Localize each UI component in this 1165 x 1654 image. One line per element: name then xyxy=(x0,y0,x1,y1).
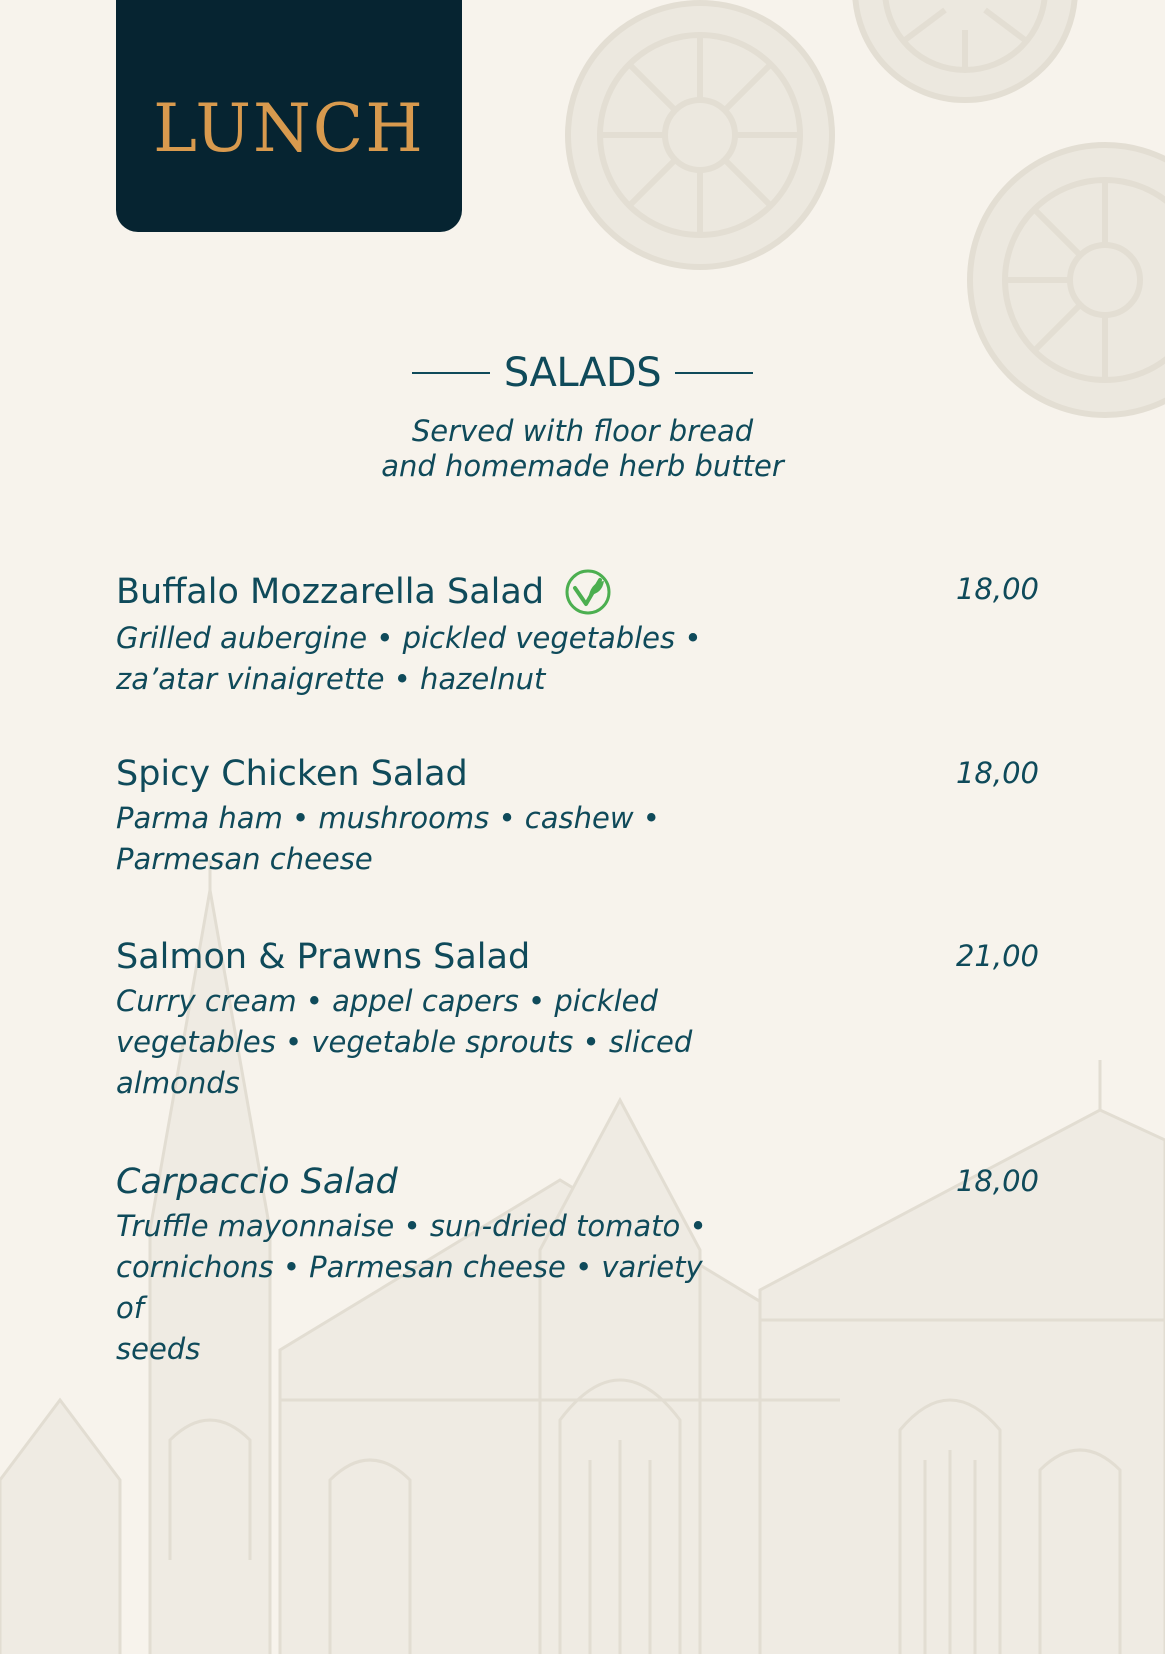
item-name-row xyxy=(116,935,1046,979)
section-title: SALADS xyxy=(503,350,662,396)
menu-item-spicy-chicken xyxy=(116,752,1046,880)
section-heading xyxy=(0,350,1165,396)
header-banner xyxy=(116,0,462,232)
item-description xyxy=(116,798,736,880)
tomato-slice-illustration xyxy=(568,3,832,267)
item-price: 21,00 xyxy=(955,939,1039,973)
description-line: cornichons • Parmesan cheese • variety of xyxy=(116,1250,703,1325)
heading-divider-left xyxy=(412,372,490,374)
menu-title: LUNCH xyxy=(153,89,425,167)
heading-divider-right xyxy=(675,372,753,374)
section-subtitle xyxy=(0,414,1165,484)
description-line: seeds xyxy=(116,1332,201,1366)
item-description xyxy=(116,1206,736,1370)
subtitle-line: Served with floor bread xyxy=(411,414,754,448)
item-name-row xyxy=(116,1160,1046,1204)
menu-item-buffalo-mozzarella xyxy=(116,568,1046,700)
description-line: Parmesan cheese xyxy=(116,842,373,876)
description-line: za’atar vinaigrette • hazelnut xyxy=(116,662,546,696)
item-name: Spicy Chicken Salad xyxy=(116,754,468,794)
item-name: Carpaccio Salad xyxy=(116,1162,398,1202)
menu-item-salmon-prawns xyxy=(116,935,1046,1104)
description-line: vegetables • vegetable sprouts • sliced xyxy=(116,1025,693,1059)
description-line: almonds xyxy=(116,1066,240,1100)
vegan-leaf-icon xyxy=(564,568,612,616)
item-name-row xyxy=(116,752,1046,796)
tomato-slice-illustration xyxy=(855,0,1075,100)
item-name: Salmon & Prawns Salad xyxy=(116,937,531,977)
item-price: 18,00 xyxy=(955,1164,1039,1198)
item-price: 18,00 xyxy=(955,756,1039,790)
description-line: Curry cream • appel capers • pickled xyxy=(116,984,658,1018)
item-description xyxy=(116,981,736,1104)
item-price: 18,00 xyxy=(955,572,1039,606)
item-name: Buffalo Mozzarella Salad xyxy=(116,572,545,612)
menu-item-carpaccio xyxy=(116,1160,1046,1370)
description-line: Truffle mayonnaise • sun-dried tomato • xyxy=(116,1209,707,1243)
description-line: Grilled aubergine • pickled vegetables • xyxy=(116,621,702,655)
item-description xyxy=(116,618,736,700)
description-line: Parma ham • mushrooms • cashew • xyxy=(116,801,660,835)
subtitle-line: and homemade herb butter xyxy=(381,449,784,483)
item-name-row xyxy=(116,568,1046,616)
